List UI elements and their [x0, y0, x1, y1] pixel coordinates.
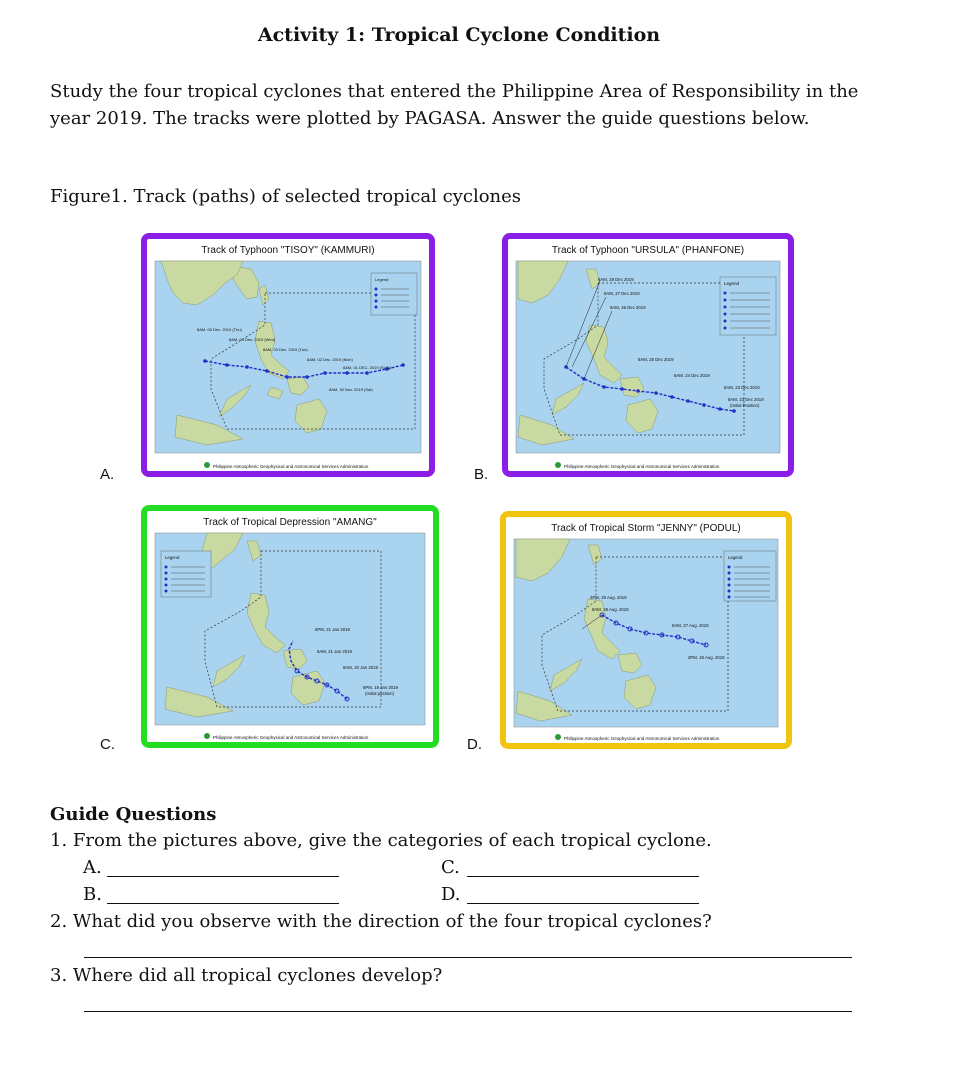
panel-c-label: C.: [100, 736, 115, 753]
legend-title: Legend: [728, 555, 743, 560]
map-ursula: [508, 239, 788, 471]
answer-a-line[interactable]: [107, 876, 339, 877]
annotation: 8AM, 21 Jan 2019: [317, 649, 352, 654]
panel-b: [502, 233, 794, 477]
annotation: 8AM, 20 Jan 2019: [343, 665, 378, 670]
map-footer: Philippine Atmospheric Geophysical and Astronomical Services Administration: [213, 735, 369, 740]
question-2: 2. What did you observe with the direction of the four tropical cyclones?: [50, 911, 712, 932]
question-3: 3. Where did all tropical cyclones develop?: [50, 965, 443, 986]
annotation: 8AM, 28 Aug. 2019: [592, 607, 629, 612]
activity-title: Activity 1: Tropical Cyclone Condition: [257, 24, 661, 46]
annotation: 8AM, 03 Dec. 2019 (Tue): [263, 347, 308, 352]
legend-title: Legend: [375, 277, 389, 282]
annotation: (Initial Position): [730, 403, 760, 408]
map-amang: [147, 511, 433, 742]
map-footer: Philippine Atmospheric Geophysical and Astronomical Services Administration: [564, 464, 720, 469]
answer-d-label: D.: [441, 884, 461, 905]
panel-c: [141, 505, 439, 748]
annotation: (Initial position): [365, 691, 394, 696]
answer-a-label: A.: [83, 857, 102, 878]
map-footer: Philippine Atmospheric Geophysical and Astronomical Services Administration: [564, 736, 720, 741]
answer-b-line[interactable]: [107, 903, 339, 904]
annotation: 2PM, 28 Aug. 2019: [590, 595, 627, 600]
annotation: 8AM, 04 Dec. 2019 (Wed): [229, 337, 276, 342]
annotation: 8AM, 30 Nov. 2019 (Sat): [329, 387, 373, 392]
answer-d-line[interactable]: [467, 903, 699, 904]
annotation: 5PM, 21 Jan 2019: [315, 627, 350, 632]
annotation: 8AM, 28 Dec 2019: [598, 277, 634, 282]
figure-caption: Figure1. Track (paths) of selected tropical cyclones: [50, 186, 522, 207]
annotation: 8AM, 23 Dec 2019: [724, 385, 760, 390]
annotation: 8PM, 19 Jan 2019: [363, 685, 398, 690]
annotation: 8AM, 23 Dec 2019: [728, 397, 764, 402]
map-tisoy: [147, 239, 429, 471]
legend-title: Legend: [165, 555, 180, 560]
map-title: Track of Tropical Depression "AMANG": [203, 517, 377, 528]
annotation: 8AM, 05 Dec. 2019 (Thu): [197, 327, 242, 332]
answer-3-line[interactable]: [84, 1011, 852, 1012]
legend-title: Legend: [724, 281, 740, 286]
panel-d-label: D.: [467, 736, 482, 753]
map-title: Track of Typhoon "TISOY" (KAMMURI): [201, 245, 375, 256]
answer-b-label: B.: [83, 884, 102, 905]
answer-c-line[interactable]: [467, 876, 699, 877]
annotation: 8AM, 01 DEC. 2019 (SUN): [343, 365, 391, 370]
annotation: 8AM, 25 Dec 2019: [638, 357, 674, 362]
panel-a-label: A.: [100, 466, 115, 483]
panel-a: [141, 233, 435, 477]
answer-c-label: C.: [441, 857, 460, 878]
question-1: 1. From the pictures above, give the categories of each tropical cyclone.: [50, 830, 712, 851]
answer-2-line[interactable]: [84, 957, 852, 958]
annotation: 8AM, 27 Aug. 2019: [672, 623, 709, 628]
map-title: Track of Typhoon "URSULA" (PHANFONE): [551, 245, 745, 256]
guide-questions-title: Guide Questions: [50, 804, 217, 825]
map-jenny: [506, 517, 786, 743]
annotation: 8AM, 02 Dec. 2019 (Mon): [307, 357, 353, 362]
annotation: 8AM, 24 Dec 2019: [674, 373, 710, 378]
panel-b-label: B.: [474, 466, 489, 483]
annotation: 8AM, 27 Dec 2019: [604, 291, 640, 296]
map-footer: Philippine Atmospheric Geophysical and Astronomical Services Administration: [213, 464, 369, 469]
annotation: 2PM, 26 Aug. 2019: [688, 655, 725, 660]
panel-d: [500, 511, 792, 749]
map-title: Track of Tropical Storm "JENNY" (PODUL): [551, 523, 741, 534]
annotation: 8AM, 26 Dec 2019: [610, 305, 646, 310]
intro-paragraph: Study the four tropical cyclones that entered the Philippine Area of Responsibility in the year 2019. The tracks were plotted by PAGASA. Answer the guide questions below.: [50, 81, 859, 129]
